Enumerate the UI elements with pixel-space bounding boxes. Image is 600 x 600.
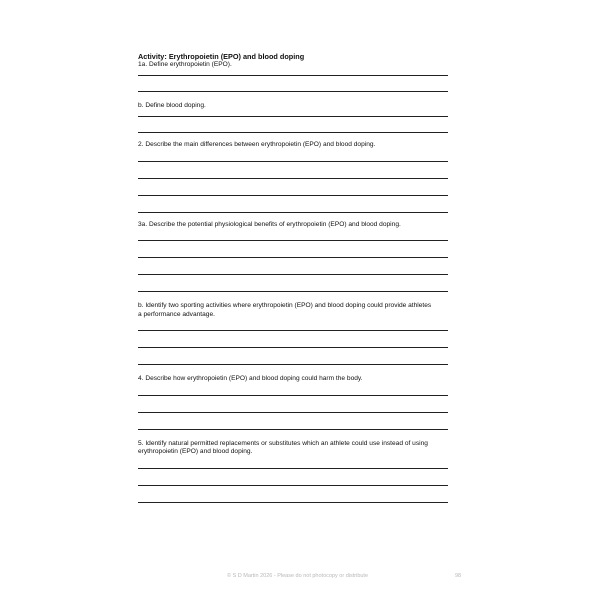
answer-line[interactable]: [138, 161, 448, 162]
answer-line[interactable]: [138, 364, 448, 365]
answer-line[interactable]: [138, 178, 448, 179]
page-number: 98: [455, 573, 462, 579]
answer-line[interactable]: [138, 291, 448, 292]
answer-lines-3a: [138, 229, 448, 292]
answer-line[interactable]: [138, 502, 448, 503]
answer-line[interactable]: [138, 429, 448, 430]
answer-line[interactable]: [138, 257, 448, 258]
answer-line[interactable]: [138, 485, 448, 486]
question-3b-line2: a performance advantage.: [138, 310, 215, 318]
answer-line[interactable]: [138, 116, 448, 117]
answer-line[interactable]: [138, 347, 448, 348]
answer-lines-5: [138, 457, 448, 503]
question-1b: b. Define blood doping.: [138, 101, 206, 109]
answer-lines-3b: [138, 319, 448, 365]
answer-line[interactable]: [138, 395, 448, 396]
answer-lines-2: [138, 150, 448, 213]
question-3a: 3a. Describe the potential physiological benefits of erythropoietin (EPO) and blood doping.: [138, 220, 401, 228]
answer-line[interactable]: [138, 212, 448, 213]
question-4: 4. Describe how erythropoietin (EPO) and blood doping could harm the body.: [138, 375, 363, 382]
answer-line[interactable]: [138, 240, 448, 241]
answer-line[interactable]: [138, 132, 448, 133]
answer-line[interactable]: [138, 195, 448, 196]
question-5-line2: erythropoietin (EPO) and blood doping.: [138, 448, 253, 455]
question-2: 2. Describe the main differences between erythropoietin (EPO) and blood doping.: [138, 141, 376, 148]
question-3b: [138, 302, 448, 319]
answer-line[interactable]: [138, 75, 448, 76]
worksheet-content: [138, 52, 448, 503]
answer-line[interactable]: [138, 91, 448, 92]
question-5: [138, 440, 448, 457]
answer-line[interactable]: [138, 330, 448, 331]
answer-lines-1a: [138, 70, 448, 92]
answer-line[interactable]: [138, 468, 448, 469]
question-1a: 1a. Define erythropoietin (EPO).: [138, 61, 232, 68]
question-5-line1: 5. Identify natural permitted replacements or substitutes which an athlete could use instead of using: [138, 439, 428, 447]
answer-lines-1b: [138, 110, 448, 133]
question-3b-line1: b. Identify two sporting activities where erythropoietin (EPO) and blood doping could provide athletes: [138, 302, 432, 309]
answer-line[interactable]: [138, 274, 448, 275]
answer-lines-4: [138, 384, 448, 430]
activity-title: Activity: Erythropoietin (EPO) and blood doping: [138, 52, 305, 61]
copyright-notice: © S D Martin 2026 - Please do not photocopy or distribute: [227, 573, 369, 579]
answer-line[interactable]: [138, 412, 448, 413]
